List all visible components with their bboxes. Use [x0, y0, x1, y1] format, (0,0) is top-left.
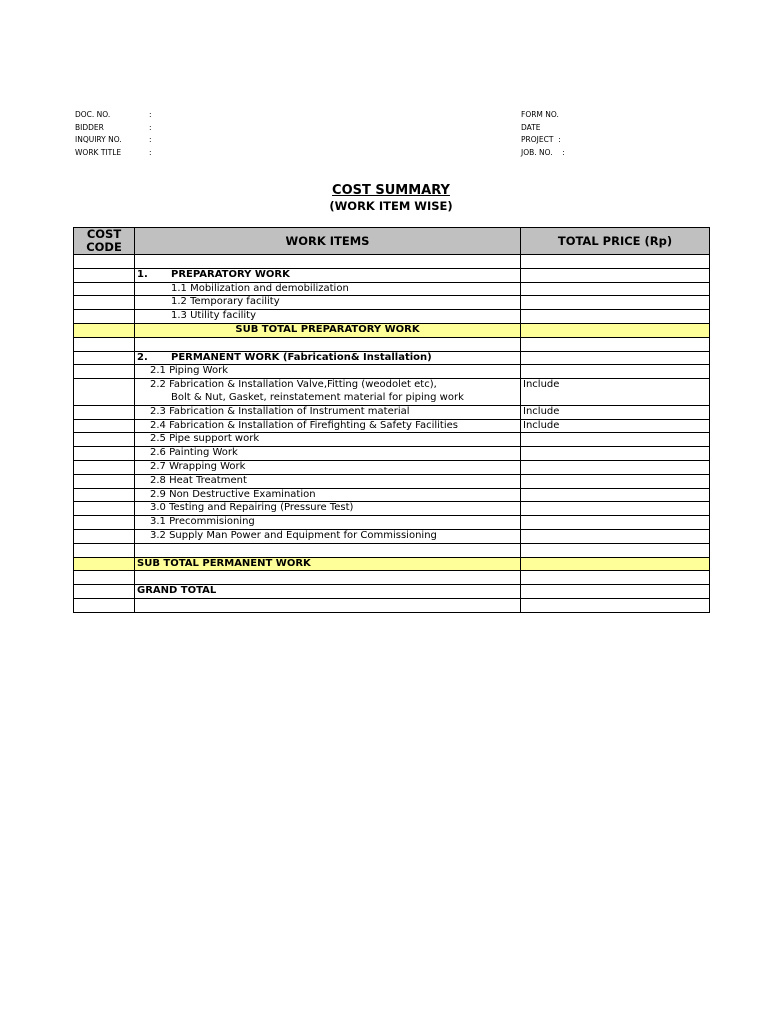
grand-total-row — [74, 585, 710, 599]
work-item-label: 1.2 Temporary facility — [135, 296, 521, 310]
work-item-label: 2.4 Fabrication & Installation of Firefighting & Safety Facilities — [135, 419, 521, 433]
inquiry-no-value: : — [149, 135, 152, 144]
bidder-row — [75, 122, 152, 135]
work-item-label: 2.3 Fabrication & Installation of Instrument material — [135, 405, 521, 419]
section-label: PERMANENT WORK (Fabrication& Installation) — [171, 351, 432, 363]
price-cell: Include — [521, 405, 710, 419]
table-row — [74, 310, 710, 324]
table-row — [74, 296, 710, 310]
table-row — [74, 405, 710, 419]
price-cell: Include — [521, 379, 710, 392]
table-row — [74, 460, 710, 474]
table-row — [74, 433, 710, 447]
table-row — [74, 365, 710, 379]
bidder-label: BIDDER — [75, 122, 104, 132]
document-header-right — [521, 109, 565, 159]
doc-no-label: DOC. NO. — [75, 110, 111, 119]
table-row — [74, 337, 710, 351]
grand-total-label: GRAND TOTAL — [135, 585, 521, 599]
price-cell: Include — [521, 419, 710, 433]
work-title-label: WORK TITLE — [75, 147, 122, 157]
work-items-header: WORK ITEMS — [135, 228, 521, 255]
work-item-label: 2.9 Non Destructive Examination — [135, 488, 521, 502]
section-number: 2. — [137, 351, 148, 363]
work-item-label: 3.1 Precommisioning — [135, 516, 521, 530]
section-number: 1. — [137, 268, 148, 280]
work-item-label: 3.0 Testing and Repairing (Pressure Test) — [135, 502, 521, 516]
work-item-label: 2.7 Wrapping Work — [135, 460, 521, 474]
page-title: COST SUMMARY — [332, 183, 450, 198]
section-row-preparatory — [74, 268, 710, 282]
table-row — [74, 255, 710, 269]
date-label: DATE — [521, 122, 541, 132]
work-item-label: 3.2 Supply Man Power and Equipment for Commissioning — [135, 529, 521, 543]
table-row — [74, 543, 710, 557]
form-no-label: FORM NO. — [521, 110, 559, 119]
subtotal-row-preparatory — [74, 323, 710, 337]
table-row — [74, 282, 710, 296]
table-header-row — [74, 228, 710, 255]
work-title-row — [75, 147, 152, 160]
table-row — [74, 598, 710, 612]
work-item-label: 1.3 Utility facility — [135, 310, 521, 324]
work-item-label: 2.1 Piping Work — [135, 365, 521, 379]
work-item-continuation: Bolt & Nut, Gasket, reinstatement material for piping work — [135, 392, 521, 405]
total-price-header: TOTAL PRICE (Rp) — [521, 228, 710, 255]
subtotal-label: SUB TOTAL PERMANENT WORK — [135, 557, 521, 571]
work-item-label: 2.8 Heat Treatment — [135, 474, 521, 488]
work-item-label: 2.5 Pipe support work — [135, 433, 521, 447]
table-row — [74, 392, 710, 405]
work-item-label: 1.1 Mobilization and demobilization — [135, 282, 521, 296]
inquiry-no-row — [75, 134, 152, 147]
table-row — [74, 529, 710, 543]
table-row — [74, 516, 710, 530]
section-label: PREPARATORY WORK — [171, 268, 290, 280]
subtotal-row-permanent — [74, 557, 710, 571]
work-item-label: 2.6 Painting Work — [135, 447, 521, 461]
subtotal-label: SUB TOTAL PREPARATORY WORK — [135, 323, 521, 337]
cost-code-header: COST CODE — [74, 228, 135, 255]
table-row — [74, 502, 710, 516]
doc-no-row — [75, 109, 152, 122]
section-row-permanent — [74, 351, 710, 365]
document-header-left — [75, 109, 152, 159]
title-block — [0, 183, 768, 214]
table-row — [74, 379, 710, 392]
page-subtitle: (WORK ITEM WISE) — [329, 199, 453, 213]
work-item-label: 2.2 Fabrication & Installation Valve,Fitting (weodolet etc), — [135, 379, 521, 392]
job-no-label: JOB. NO. : — [521, 147, 565, 157]
doc-no-value: : — [149, 110, 152, 119]
table-row — [74, 474, 710, 488]
work-title-value: : — [149, 147, 152, 157]
table-row — [74, 419, 710, 433]
inquiry-no-label: INQUIRY NO. — [75, 135, 122, 144]
table-row — [74, 447, 710, 461]
table-row — [74, 571, 710, 585]
bidder-value: : — [149, 122, 152, 132]
project-label: PROJECT : — [521, 135, 561, 144]
table-row — [74, 488, 710, 502]
cost-summary-table — [73, 227, 710, 613]
